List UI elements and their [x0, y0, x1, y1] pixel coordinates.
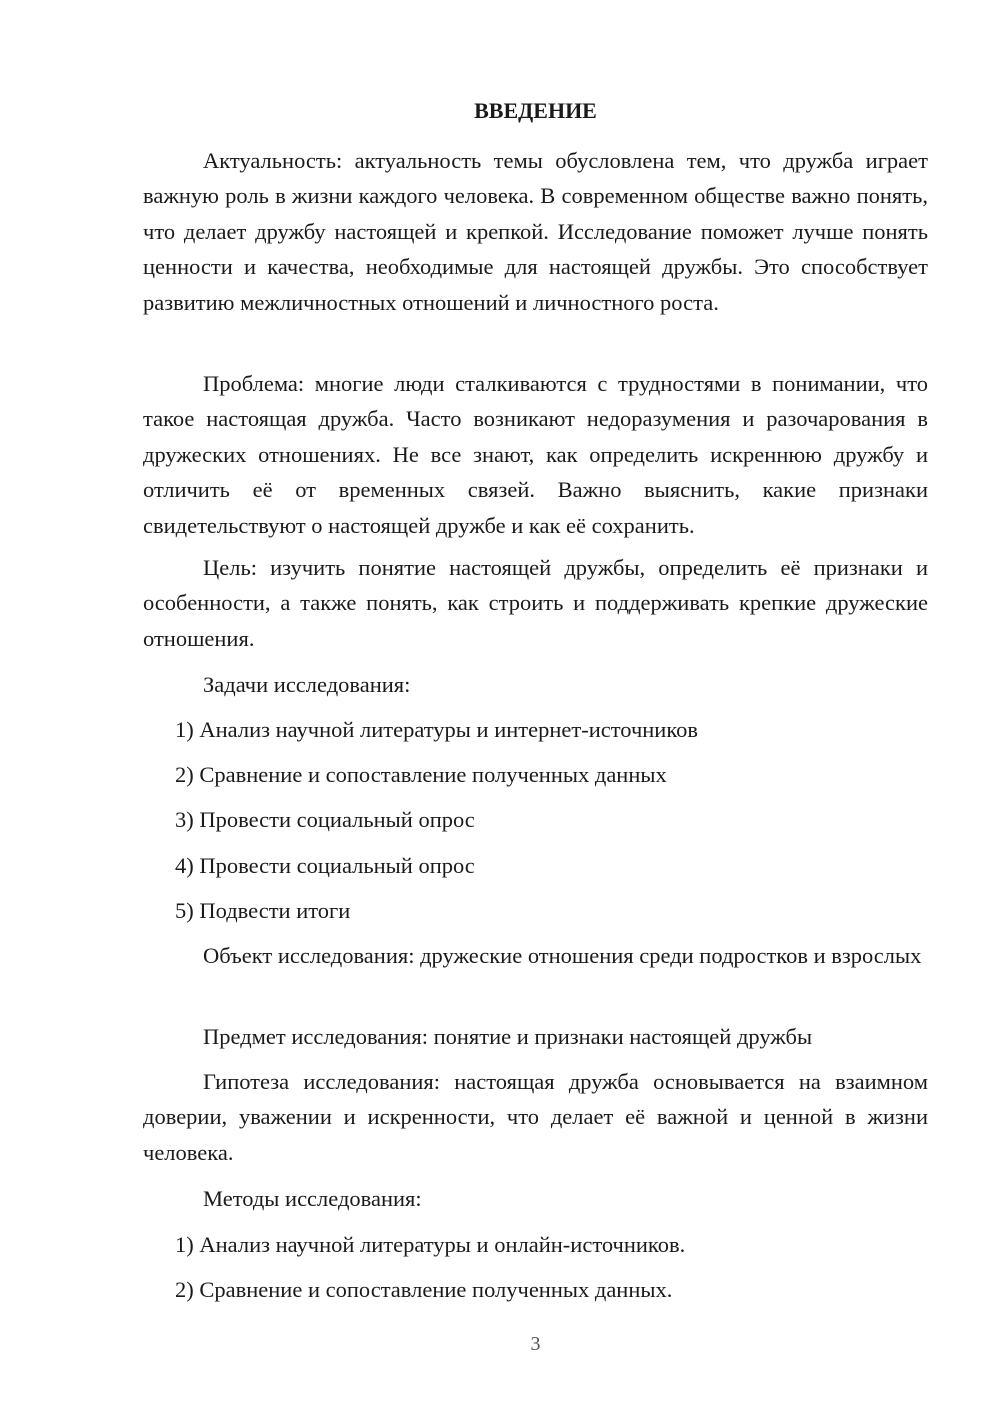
- task-item: 1) Анализ научной литературы и интернет-источников: [175, 717, 699, 742]
- problem-paragraph: Проблема: многие люди сталкиваются с трудностями в понимании, что такое настоящая дружба. Часто возникают недоразумения и разочарования в дружеских отношениях. Не все знают, как определить искреннюю дружбу и отличить её от временных связей. Важно выяснить, какие признаки свидетельствуют о настоящей дружбе и как её сохранить.: [143, 371, 928, 538]
- task-item: 4) Провести социальный опрос: [175, 853, 475, 878]
- task-item: 5) Подвести итоги: [175, 898, 351, 923]
- relevance-paragraph: Актуальность: актуальность темы обусловлена тем, что дружба играет важную роль в жизни каждого человека. В современном обществе важно понять, что делает дружбу настоящей и крепкой. Исследование поможет лучше понять ценности и качества, необходимые для настоящей дружбы. Это способствует развитию межличностных отношений и личностного роста.: [143, 148, 928, 315]
- hypothesis-paragraph: Гипотеза исследования: настоящая дружба основывается на взаимном доверии, уважении и искренности, что делает её важной и ценной в жизни человека.: [143, 1069, 928, 1165]
- methods-heading: Методы исследования:: [203, 1186, 422, 1211]
- method-item: 2) Сравнение и сопоставление полученных данных.: [175, 1277, 673, 1302]
- task-item: 3) Провести социальный опрос: [175, 807, 475, 832]
- object-paragraph: Объект исследования: дружеские отношения среди подростков и взрослых: [203, 943, 922, 968]
- page-number: 3: [530, 1333, 541, 1355]
- task-item: 2) Сравнение и сопоставление полученных данных: [175, 762, 667, 787]
- subject-paragraph: Предмет исследования: понятие и признаки настоящей дружбы: [203, 1024, 813, 1049]
- page-title: ВВЕДЕНИЕ: [474, 98, 597, 123]
- goal-paragraph: Цель: изучить понятие настоящей дружбы, определить её признаки и особенности, а также понять, как строить и поддерживать крепкие дружеские отношения.: [143, 555, 928, 651]
- tasks-heading: Задачи исследования:: [203, 672, 411, 697]
- method-item: 1) Анализ научной литературы и онлайн-источников.: [175, 1232, 686, 1257]
